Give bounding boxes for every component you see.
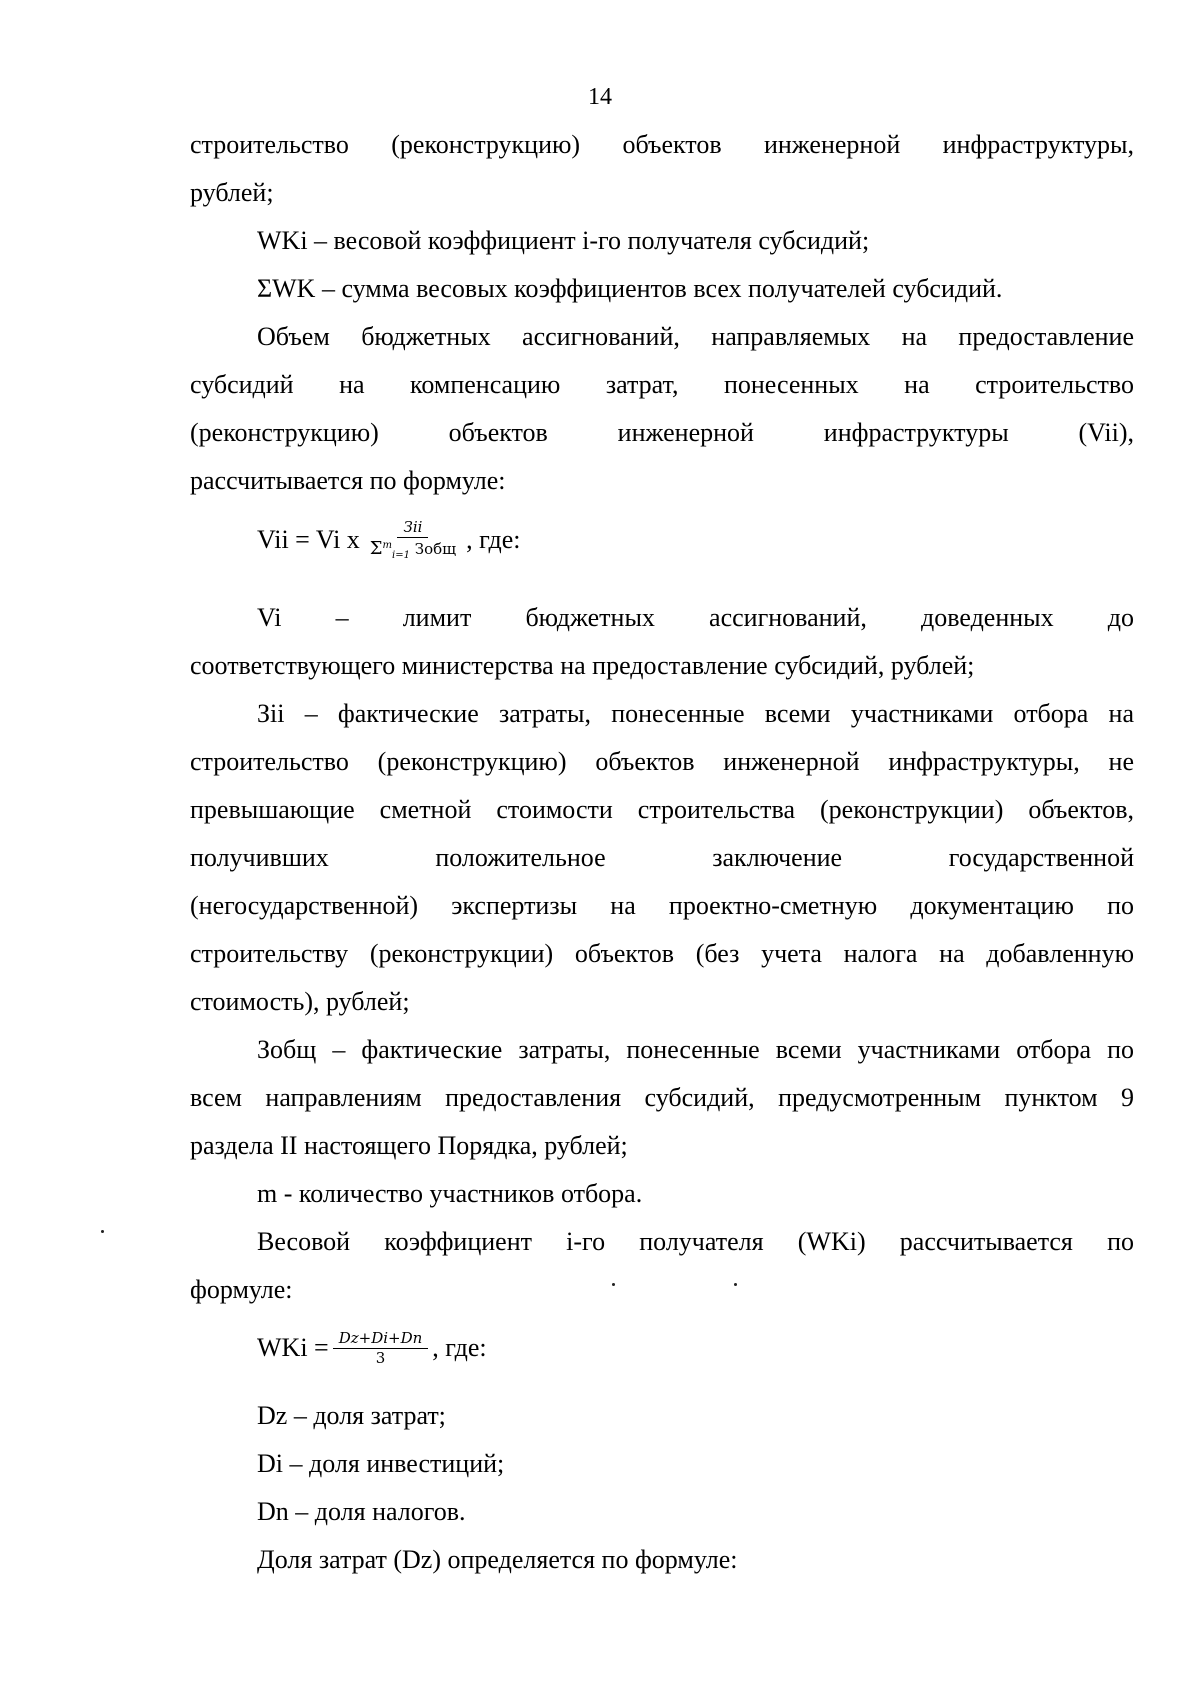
paragraph-line: Vi – лимит бюджетных ассигнований, доведенных до [257, 603, 1134, 632]
paragraph-line: превышающие сметной стоимости строительства (реконструкции) объектов, [190, 795, 1134, 824]
paragraph-line: Весовой коэффициент i-го получателя (WKi) рассчитывается по [257, 1227, 1134, 1256]
sum-upper-limit: m [382, 539, 393, 551]
page-number: 14 [588, 84, 612, 110]
formula-vii [257, 510, 520, 570]
paragraph-line: соответствующего министерства на предоставление субсидий, рублей; [190, 651, 975, 680]
definition-sum-wk: ΣWK – сумма весовых коэффициентов всех получателей субсидий. [257, 274, 1003, 303]
paragraph-line: (реконструкцию) объектов инженерной инфраструктуры (Vii), [190, 418, 1134, 447]
paragraph-line: формуле: [190, 1275, 293, 1304]
formula-wki-denominator: 3 [375, 1348, 386, 1367]
scan-speck [734, 1283, 737, 1286]
formula-vii-denominator [364, 538, 462, 561]
formula-vii-fraction [364, 517, 462, 561]
formula-wki-fraction [333, 1328, 429, 1367]
definition-m: m - количество участников отбора. [257, 1179, 643, 1208]
paragraph-line: строительство (реконструкцию) объектов инженерной инфраструктуры, не [190, 747, 1134, 776]
paragraph-line: всем направлениям предоставления субсидий, предусмотренным пунктом 9 [190, 1083, 1134, 1112]
paragraph-line: Зii – фактические затраты, понесенные всеми участниками отбора на [257, 699, 1134, 728]
formula-wki-suffix: , где: [432, 1333, 487, 1362]
sum-symbol: Σ [369, 537, 383, 559]
paragraph-line: Объем бюджетных ассигнований, направляемых на предоставление [257, 322, 1134, 351]
formula-wki-numerator: Dz+Di+Dn [333, 1331, 429, 1349]
definition-dz: Dz – доля затрат; [257, 1401, 446, 1430]
paragraph-line: стоимость), рублей; [190, 987, 410, 1016]
definition-dn: Dn – доля налогов. [257, 1497, 466, 1526]
paragraph-line: строительству (реконструкции) объектов (без учета налога на добавленную [190, 939, 1134, 968]
paragraph-line: раздела II настоящего Порядка, рублей; [190, 1131, 628, 1160]
formula-vii-lhs: Vii = Vi x [257, 525, 360, 554]
paragraph-line: рассчитывается по формуле: [190, 466, 506, 495]
scan-speck [612, 1283, 615, 1286]
paragraph-line: (негосударственной) экспертизы на проектно-сметную документацию по [190, 891, 1134, 920]
paragraph-line: рублей; [190, 178, 274, 207]
sum-lower-limit: i=1 [392, 549, 410, 561]
paragraph-line: Доля затрат (Dz) определяется по формуле: [257, 1545, 738, 1574]
paragraph-line: получивших положительное заключение государственной [190, 843, 1134, 872]
formula-vii-numerator: Зii [397, 520, 428, 538]
formula-wki [257, 1318, 487, 1378]
paragraph-line: строительство (реконструкцию) объектов инженерной инфраструктуры, [190, 130, 1134, 159]
sum-term: Зобщ [409, 539, 457, 558]
definition-di: Di – доля инвестиций; [257, 1449, 505, 1478]
paragraph-line: субсидий на компенсацию затрат, понесенных на строительство [190, 370, 1134, 399]
definition-wki: WKi – весовой коэффициент i-го получателя субсидий; [257, 226, 870, 255]
paragraph-line: Зобщ – фактические затраты, понесенные всеми участниками отбора по [257, 1035, 1134, 1064]
formula-wki-lhs: WKi = [257, 1333, 329, 1362]
formula-vii-suffix: , где: [466, 525, 521, 554]
scan-speck [101, 1230, 104, 1233]
